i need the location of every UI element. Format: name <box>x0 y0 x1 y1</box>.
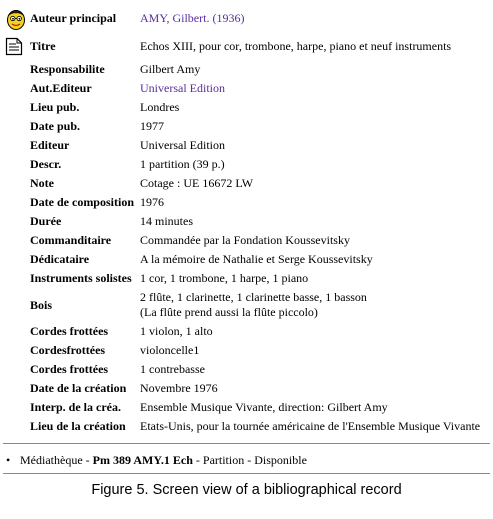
field-label: Cordes frottées <box>30 362 109 376</box>
field-titre <box>0 39 493 54</box>
field-label: Commanditaire <box>30 233 112 247</box>
field-value: 1 violon, 1 alto <box>140 324 213 338</box>
field-lieu-creation <box>0 419 493 434</box>
field-value: Commandée par la Fondation Koussevitsky <box>140 233 350 247</box>
field-label: Titre <box>30 39 56 53</box>
field-value: Ensemble Musique Vivante, direction: Gilbert Amy <box>140 400 388 414</box>
field-label: Auteur principal <box>30 11 117 25</box>
field-value: Londres <box>140 100 180 114</box>
figure-caption: Figure 5. Screen view of a bibliographical record <box>91 482 402 498</box>
field-value <box>140 290 493 320</box>
field-label: Date pub. <box>30 119 81 133</box>
field-label: Aut.Editeur <box>30 81 92 95</box>
publisher-link[interactable]: Universal Edition <box>140 81 225 95</box>
field-label: Lieu de la création <box>30 419 126 433</box>
field-aut-editeur <box>0 81 493 96</box>
field-date-pub <box>0 119 493 134</box>
field-label: Interp. de la créa. <box>30 400 121 414</box>
field-label: Cordesfrottées <box>30 343 106 357</box>
field-note <box>0 176 493 191</box>
field-date-creation <box>0 381 493 396</box>
field-label: Note <box>30 176 54 190</box>
field-value: 1976 <box>140 195 164 209</box>
field-commanditaire <box>0 233 493 248</box>
separator: - <box>82 453 93 467</box>
field-value: Cotage : UE 16672 LW <box>140 176 254 190</box>
field-value: violoncelle1 <box>140 343 200 357</box>
field-value: A la mémoire de Nathalie et Serge Koussevitsky <box>140 252 373 266</box>
field-value: 1 contrebasse <box>140 362 205 376</box>
bottom-divider <box>3 473 490 474</box>
field-duree <box>0 214 493 229</box>
field-label: Date de la création <box>30 381 127 395</box>
field-interp-creation <box>0 400 493 415</box>
field-instruments-solistes <box>0 271 493 286</box>
field-cordes-frottees-1 <box>0 324 493 339</box>
field-value: Universal Edition <box>140 138 225 152</box>
field-label: Editeur <box>30 138 70 152</box>
field-dedicataire <box>0 252 493 267</box>
field-label: Durée <box>30 214 62 228</box>
field-cordes-frottees-2 <box>0 343 493 358</box>
field-date-composition <box>0 195 493 210</box>
field-bois <box>0 290 493 320</box>
field-value: Novembre 1976 <box>140 381 218 395</box>
document-type: Partition <box>202 453 245 467</box>
field-value: Etats-Unis, pour la tournée américaine de l'Ensemble Musique Vivante <box>140 419 481 433</box>
field-value-line-2: (La flûte prend aussi la flûte piccolo) <box>140 305 318 319</box>
separator: - <box>244 453 255 467</box>
field-label: Instruments solistes <box>30 271 132 285</box>
field-label: Date de composition <box>30 195 134 209</box>
author-link[interactable]: AMY, Gilbert. (1936) <box>140 11 245 25</box>
author-face-icon <box>6 7 26 31</box>
field-value: 14 minutes <box>140 214 193 228</box>
field-label: Cordes frottées <box>30 324 109 338</box>
field-value: 1977 <box>140 119 164 133</box>
top-divider <box>3 443 490 444</box>
field-label: Bois <box>30 297 53 312</box>
call-number: Pm 389 AMY.1 Ech <box>92 453 193 467</box>
field-cordes-frottees-3 <box>0 362 493 377</box>
availability-status: Disponible <box>254 453 307 467</box>
field-auteur-principal <box>0 11 493 26</box>
field-label: Lieu pub. <box>30 100 80 114</box>
field-label: Dédicataire <box>30 252 90 266</box>
holding-item <box>6 453 307 468</box>
field-value: Gilbert Amy <box>140 62 201 76</box>
field-editeur <box>0 138 493 153</box>
field-value: Echos XIII, pour cor, trombone, harpe, piano et neuf instruments <box>140 39 452 53</box>
separator: - <box>192 453 203 467</box>
document-icon <box>5 37 23 56</box>
field-label: Descr. <box>30 157 62 171</box>
field-responsabilite <box>0 62 493 77</box>
field-value: 1 partition (39 p.) <box>140 157 225 171</box>
bullet: • <box>6 453 11 467</box>
field-value: 1 cor, 1 trombone, 1 harpe, 1 piano <box>140 271 309 285</box>
field-lieu-pub <box>0 100 493 115</box>
field-value-line-1: 2 flûte, 1 clarinette, 1 clarinette basse, 1 basson <box>140 290 367 304</box>
field-label: Responsabilite <box>30 62 105 76</box>
field-descr <box>0 157 493 172</box>
library-name: Médiathèque <box>20 453 83 467</box>
